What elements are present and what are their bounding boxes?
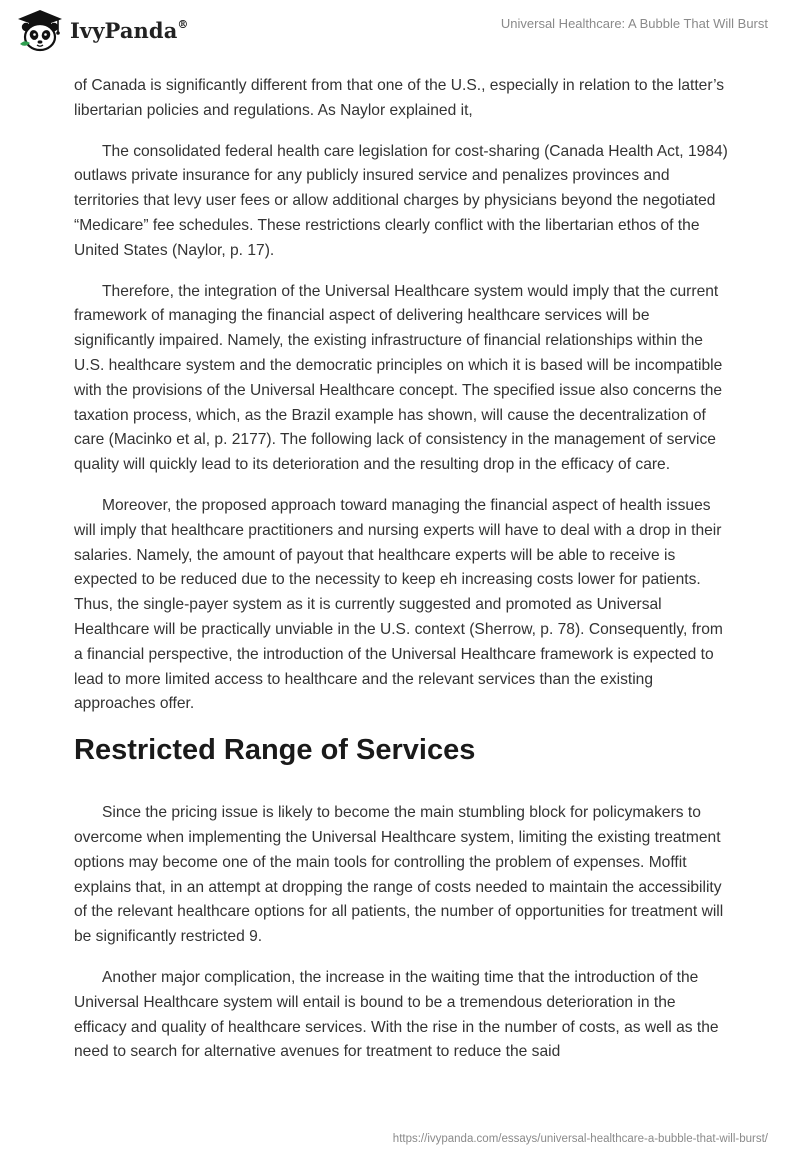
page-header [0, 0, 800, 70]
paragraph: of Canada is significantly different from that one of the U.S., especially in relation to the latter’s libertarian policies and regulations. As Naylor explained it, [74, 77, 725, 119]
brand-logo[interactable] [16, 8, 189, 52]
section-heading: Restricted Range of Services [74, 734, 476, 767]
panda-graduate-icon [16, 8, 64, 52]
paragraph: Since the pricing issue is likely to become the main stumbling block for policymakers to overcome when implementing the Universal Healthcare system, limiting the existing treatment options may become one of the main tools for controlling the problem of expenses. Moffit explains that, in an attempt at dropping the range of costs needed to maintain the accessibility of the relevant healthcare options for all patients, the number of opportunities for treatment will be significantly restricted 9. [74, 804, 724, 946]
paragraph: Moreover, the proposed approach toward managing the financial aspect of health issues will imply that healthcare practitioners and nursing experts will have to deal with a drop in their salaries. Namely, the amount of payout that healthcare experts will be able to receive is expected to be reduced due to the necessity to keep eh increasing costs lower for patients. Thus, the single-payer system as it is currently suggested and promoted as Universal Healthcare will be practically unviable in the U.S. context (Sherrow, p. 78). Consequently, from a financial perspective, the introduction of the Universal Healthcare framework is expected to lead to more limited access to healthcare and the relevant services than the existing approaches offer. [74, 496, 723, 713]
paragraph: Therefore, the integration of the Universal Healthcare system would imply that the current framework of managing the financial aspect of delivering healthcare services will be significantly impaired. Namely, the existing infrastructure of financial relationships within the U.S. healthcare system and the democratic principles on which it is based will be incompatible with the provisions of the Universal Healthcare concept. The specified issue also concerns the taxation process, which, as the Brazil example has shown, will cause the decentralization of care (Macinko et al, p. 2177). The following lack of consistency in the management of service quality will quickly lead to its deterioration and the resulting drop in the efficacy of care. [74, 282, 723, 474]
running-title: Universal Healthcare: A Bubble That Will Burst [500, 16, 768, 31]
block-quote: The consolidated federal health care legislation for cost-sharing (Canada Health Act, 1984) outlaws private insurance for any publicly insured service and penalizes provinces and territories that levy user fees or allow additional charges by physicians beyond the negotiated “Medicare” fee schedules. These restrictions clearly conflict with the libertarian ethos of the United States (Naylor, p. 17). [74, 142, 728, 259]
source-url[interactable]: https://ivypanda.com/essays/universal-healthcare-a-bubble-that-will-burst/ [392, 1133, 768, 1145]
paragraph: Another major complication, the increase in the waiting time that the introduction of the Universal Healthcare system will entail is bound to be a tremendous deterioration in the efficacy and quality of healthcare services. With the rise in the number of costs, as well as the need to search for alternative avenues for treatment to reduce the said [74, 968, 719, 1061]
brand-name: IvyPanda® [70, 17, 189, 43]
essay-body [74, 74, 728, 1081]
